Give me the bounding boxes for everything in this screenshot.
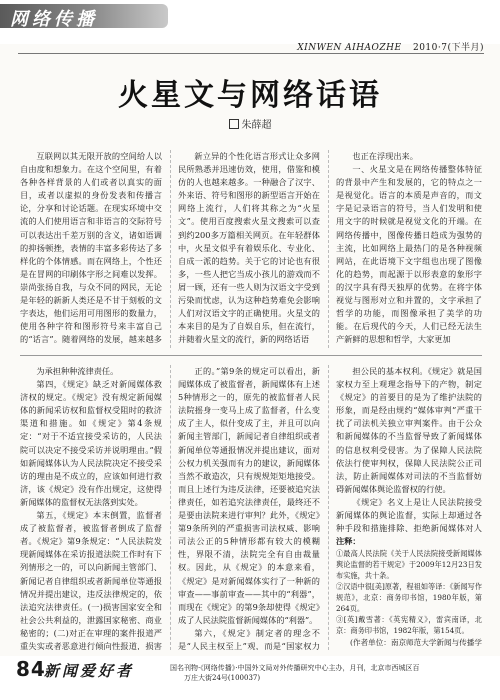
references-title: 注释： [336,536,361,546]
paragraph: 正的。”第9条的规定可以看出，新闻媒体成了被监督者，新闻媒体有上述5种情形之一的，原先的被监督者人民法院摇身一变马上成了监督者，什么变成了主人，似什变成了主，并且可以向新闻主管部门，新闻记者自律组织或者新闻单位等通报情况并提出建议，面对公权力机关强而有力的建议，新闻媒体当然不敢造次，只有规规矩矩地接受。而且上述行为违反法律，还要被追究法律责任，如若追究法律责任，最终还不是要由法院来进行审判？此外，《规定》第9条所列的严重损害司法权威、影响司法公正的5种情形都有较大的模糊性，界限不清，法院完全有自由裁量权。因此，从《规定》的本意来看，《规定》是对新闻媒体实行了一种新的审查——事前审查——其中的“利器”，而现在《规定》的第9条却使得《规定》成了人民法院监督新闻媒体的“利器”。 [178,366,320,625]
column-rule-4 [328,365,329,650]
author-box-icon [229,119,239,129]
bottom-column-3 [336,365,482,650]
article-title: 火星文与网络话语 [118,78,382,113]
top-column-1 [20,150,162,348]
header-band [0,0,500,44]
bottom-column-1-text [20,365,162,650]
magazine-logo: 新闻爱好者 [44,662,135,680]
header-rule [18,53,484,54]
top-column-2 [178,150,320,348]
top-column-1-text: 互联网以其无限开放的空间给人以自由度和想象力。在这个空间里，有着各种各样背景的人们或者以真实的面目，或者以虚拟的身份发表和传播言论，分享和讨论话题。在现实环境中交流的人们使用语言和非语言的交际符号可以表达出千差万别的含义，诸如语调的抑扬顿挫，表情的丰富多彩传达了多样化的个体情感。而在网络上，个性还是在冒网的印刷体字形之间难以发挥。崇尚张扬自我，与众不同的网民，无论是年轻的新新人类还是不甘于刻板的文字表达，他们运用可用图形的数量力，使用各种字符和图形符号来丰富自己的“话言”。随着网络的发展，越来越多 [20,151,162,345]
paragraph: 《规定》名义上是让人民法院接受新闻媒体的舆论监督，实际上却通过各种手段和措施排除、拒绝新闻媒体对人 [336,496,482,534]
author-name: 朱薛超 [241,120,272,131]
section-tag [0,4,168,28]
top-column-3-text [336,150,482,346]
publication-fine-print [170,663,490,683]
column-rule-3 [170,365,171,650]
top-column-2-text: 新立异的个性化语言形式让众多网民所熟悉并迅速仿效，使用，借鉴和模仿的人也越来越多。一种融合了汉字、外来语、符号和图形的新型语言开始在网络上流行，人们将其称之为“火星文”。使用百度搜索火星文搜索可以查到约200多万篇相关网页。在年轻群体中，火星文似乎有着娱乐化、专业化、自成一派的趋势。关于它的讨论也有很多，一些人把它当成小孩儿的游戏而不屑一顾，还有一些人则为汉语文字受到污染而忧虑，认为这种趋势难免会影响人们对汉语文字的正确使用。火星文的本来目的是为了自娱自乐，但在流行，并随着火星文的流行，新的网络话语 [178,151,320,345]
section-divider [20,355,482,356]
page-number: 84 [16,657,46,681]
paragraph: 第四，《规定》缺乏对新闻媒体救济权的规定。《规定》没有规定新闻媒体的新闻采访权和监督权受阻时的救济渠道和措施。如《规定》第4条规定：“对于不适宜接受采访的，人民法院可以决定不接受采访并说明理由。”假如新闻媒体认为人民法院决定不接受采访的理由是不成立的，应该如何进行救济，该《规定》没有作出规定，这使得新闻媒体的监督权无法落到实处。 [20,379,162,507]
paragraph: 担公民的基本权利。《规定》就是国家权力至上观理念指导下的产物，制定《规定》的首要目的是为了维护法院的形象，而是经由规约“媒体审判”严重干扰了司法机关独立审判案件。由于公众和新闻媒体的不当监督导致了新闻媒体的信息权利受侵害。为了保障人民法院依法行使审判权，保障人民法院公正司法，防止新闻媒体对司法的不当监督妨碍新闻媒体舆论监督权的行使。 [336,366,482,494]
fine-print-line-2: 万庄大街24号(100037) [184,674,261,682]
bottom-column-1 [20,365,162,650]
author-affiliation: (作者单位：南京师范大学新闻与传播学 [349,638,482,648]
paragraph: 为承担种种流律责任。 [36,366,119,376]
column-rule-1 [170,150,171,348]
bottom-column-2-text [178,365,320,650]
paragraph: 也正在浮现出来。 [352,151,418,161]
section-tag-label: 网络传播 [10,9,98,30]
bottom-column-2 [178,365,320,650]
bottom-column-3-text [336,365,482,535]
fine-print-line-1: 国名刊物·《网络传播》·中国外文局对外传播研究中心主办，月刊，北京市西城区百 [170,664,420,672]
column-rule-2 [328,150,329,348]
magazine-latin-name: XINWEN AIHAOZHE [297,43,402,53]
reference-item-3: ③[英]戴雪著：《英宪精义》，雷宾南译，北京：商务印书馆，1982年版，第154页。 [336,615,482,636]
page-footer [0,656,500,700]
paragraph: 一、火星文是在网络传播整体特征的背景中产生和发展的，它的特点之一是视觉化。语言的本质是声音的，而文字是记录语言的符号，当人们发明和使用文字的时候就是视觉文化的开端。在网络传播中，图像传播日趋成为强势的主流，比如网络上最热门的是各种视频网站，在此语境下文字组也出现了图像化的趋势，而起源于以形表意的象形字的汉字具有得天独厚的优势。在将字体视觉与图形对立和并置的，文字承担了哲学的功能，而图像承担了美学的功能。在后现代的今天，人们已经无法生产新鲜的思想和哲学，大家更加 [336,164,482,345]
top-column-3 [336,150,482,348]
author-line [0,116,500,131]
reference-item-2: ②汉语中很[美]原著，程祖如等译：《新闻写作规范》，北京：商务印书馆，1980年版，第264页。 [336,582,482,614]
issue-date: 2010·7(下半月) [412,43,484,53]
reference-item-1: ①最高人民法院《关于人民法院接受新闻媒体舆论监督的若干规定》于2009年12月23日发布实施，共十条。 [336,549,482,581]
paragraph: 第六，《规定》制定者的理念不是“人民主权至上”观，而是“国家权力 [178,627,320,650]
issue-info [297,40,484,53]
paragraph: 第五，《规定》本末倒置，监督者成了被监督者，被监督者倒成了监督者。《规定》第9条规定：“人民法院发现新闻媒体在采访报道法院工作时有下列情形之一的，可以向新闻主管部门、新闻记者自律组织或者新闻单位等通报情况并提出建议，违反法律规定的，依法追究法律责任。(一)损害国家安全和社会公共利益的，泄露国家秘密、商业秘密的；(二)对正在审理的案件报道严重失实或者恶意进行倾向性报道，损害 [20,510,162,650]
